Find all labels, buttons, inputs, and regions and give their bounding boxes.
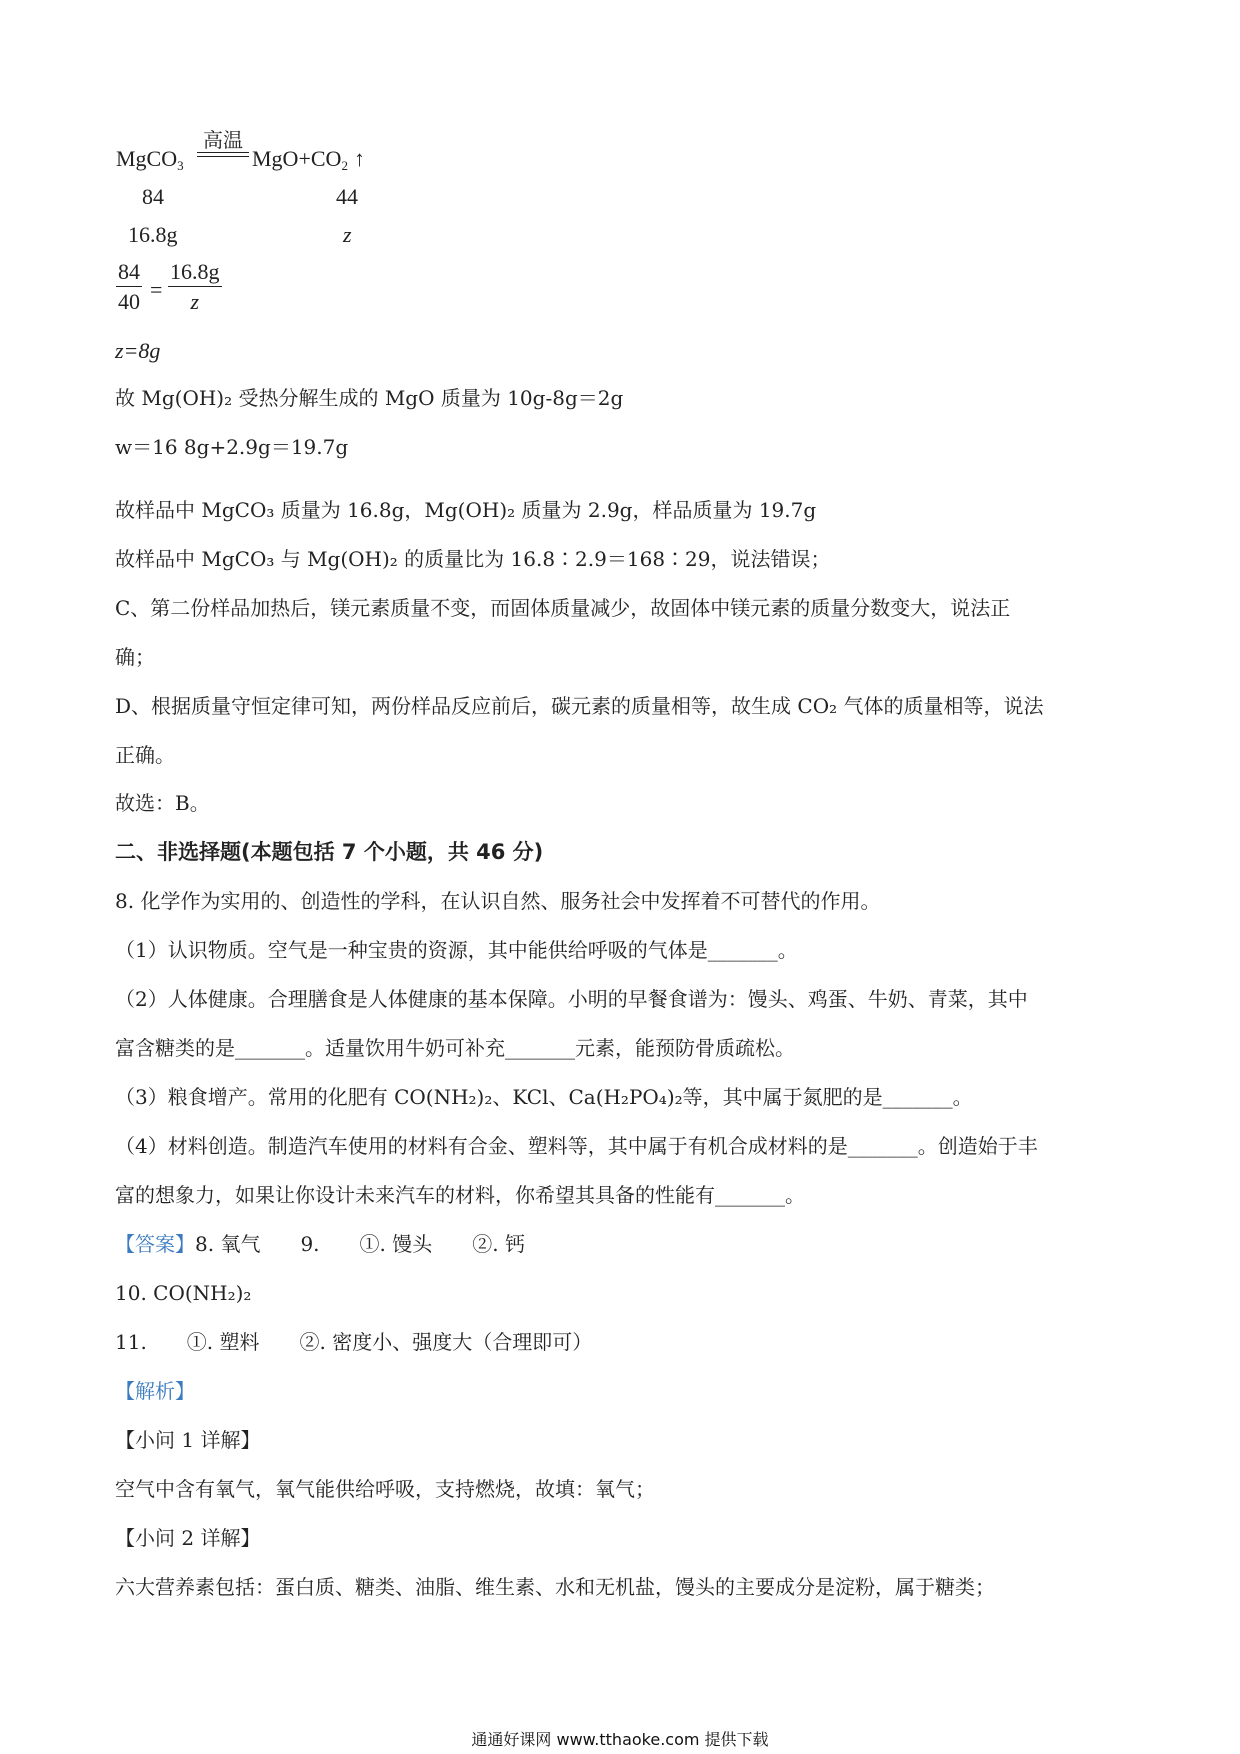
molar-mass-right: 44 [336,184,358,209]
answer-line-2: 10. CO(NH₂)₂ [115,1281,252,1305]
condition-label: 高温 [203,128,243,152]
double-line-icon [197,152,249,157]
gas-arrow-icon: ↑ [353,146,365,171]
given-mass-left: 16.8g [128,222,178,247]
text-line: 故选：B。 [115,791,210,815]
fraction-equals: = [150,277,163,302]
page-footer: 通通好课网 www.tthaoke.com 提供下载 [471,1730,769,1749]
result-z: z=8g [115,338,161,363]
text-line: w＝16 8g+2.9g＝19.7g [115,435,349,459]
equation-products: $MgO+CO_2$ ↑ [252,146,365,173]
sub-question-2-text: 六大营养素包括：蛋白质、糖类、油脂、维生素、水和无机盐，馒头的主要成分是淀粉，属于糖类； [115,1575,995,1599]
analysis-tag: 【解析】 [115,1379,195,1403]
text-line: 故 Mg(OH)₂ 受热分解生成的 MgO 质量为 10g-8g＝2g [115,386,624,410]
text-line: 故样品中 MgCO₃ 与 Mg(OH)₂ 的质量比为 16.8∶2.9＝168∶29，说法错误； [115,547,831,571]
question-8: 8. 化学作为实用的、创造性的学科，在认识自然、服务社会中发挥着不可替代的作用。 [115,889,881,913]
answer-line-3: 11. ①. 塑料 ②. 密度小、强度大（合理即可） [115,1330,593,1354]
molar-mass-left: 84 [142,184,164,209]
question-8-4: （4）材料创造。制造汽车使用的材料有合金、塑料等，其中属于有机合成材料的是_______。创造始于丰 [115,1134,1038,1158]
question-8-3: （3）粮食增产。常用的化肥有 CO(NH₂)₂、KCl、Ca(H₂PO₄)₂等，其中属于氮肥的是_______。 [115,1085,973,1109]
unknown-right: z [343,222,352,247]
text-line: 故样品中 MgCO₃ 质量为 16.8g，Mg(OH)₂ 质量为 2.9g，样品质量为 19.7g [115,498,817,522]
equation-reactant: MgCO$_3$ [116,146,184,173]
question-8-2-cont: 富含糖类的是_______。适量饮用牛奶可补充_______元素，能预防骨质疏松。 [115,1036,795,1060]
question-8-2: （2）人体健康。合理膳食是人体健康的基本保障。小明的早餐食谱为：馒头、鸡蛋、牛奶、青菜，其中 [115,987,1028,1011]
sub-question-1-heading: 【小问 1 详解】 [115,1428,261,1452]
reaction-condition [197,130,249,157]
text-line: 确； [115,645,155,669]
sub-question-1-text: 空气中含有氧气，氧气能供给呼吸，支持燃烧，故填：氧气； [115,1477,655,1501]
sub-question-2-heading: 【小问 2 详解】 [115,1526,261,1550]
section-heading: 二、非选择题(本题包括 7 个小题，共 46 分) [115,840,544,864]
text-line: D、根据质量守恒定律可知，两份样品反应前后，碳元素的质量相等，故生成 CO₂ 气体的质量相等，说法 [115,694,1044,718]
fraction-left: $\frac{84}{40}$ [118,259,140,314]
text-line: 正确。 [115,743,175,767]
question-8-1: （1）认识物质。空气是一种宝贵的资源，其中能供给呼吸的气体是_______。 [115,938,798,962]
text-line: C、第二份样品加热后，镁元素质量不变，而固体质量减少，故固体中镁元素的质量分数变大，说法正 [115,596,1011,620]
question-8-4-cont: 富的想象力，如果让你设计未来汽车的材料，你希望其具备的性能有_______。 [115,1183,805,1207]
answer-tag: 【答案】 [115,1232,195,1256]
fraction-right: $\frac{16.8g}{z}$ [170,259,220,314]
answer-line-1: 【答案】8. 氧气 9. ①. 馒头 ②. 钙 [115,1232,525,1256]
